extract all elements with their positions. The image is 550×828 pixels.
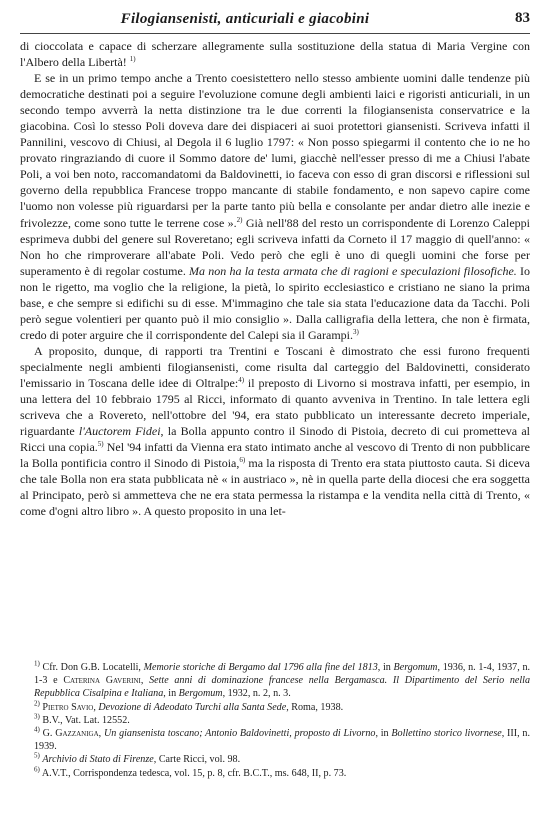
paragraph-3	[20, 343, 530, 520]
footnote-journal: Bergomum	[178, 688, 223, 700]
header-rule	[20, 33, 530, 34]
footnote-number: 2)	[34, 699, 40, 708]
footnote-number: 6)	[34, 765, 40, 774]
footnote-text: , in	[375, 728, 392, 740]
footnote-4	[20, 727, 530, 753]
footnote-text: Cfr. Don G.B. Locatelli,	[42, 662, 144, 673]
paragraph-text: A proposito, dunque, di rapporti tra Trentini e Toscani è dimostrato che essi furono frequenti specialmente negli ambienti filogiansenisti, come risulta dal carteggio del Baldovinetti, considerato l'emissario in Toscana delle idee di Oltralpe:	[20, 343, 530, 390]
footnote-journal: Bergomum	[393, 662, 438, 673]
paragraph-text: il preposto di Livorno si mostrava infatti, per esempio, in una lettera del 10 febbraio 1795 al Ricci, informato di quanto avveniva in Trentino. In tale lettera egli scriveva che a Rovereto, nell'ottobre del '94, era stato pubblicato un interessante decreto imperiale, riguardante	[20, 375, 530, 439]
footnote-number: 1)	[34, 659, 40, 668]
paragraph-text: Nel '94 infatti da Vienna era stato intimato anche al vescovo di Trento di non pubblicare la Bolla pontificia contro il Sinodo di Pistoia,	[20, 440, 530, 471]
paragraph-1	[20, 38, 530, 70]
footnote-2	[20, 701, 530, 714]
italic-quote: Ma non ha la testa armata che di ragioni e speculazioni filosofiche.	[189, 263, 517, 278]
footnote-6	[20, 767, 530, 780]
footnote-author: Caterina Gaverini	[63, 675, 141, 687]
main-text	[20, 38, 530, 519]
footnote-author: Pietro Savio	[42, 701, 94, 713]
footnote-text: , III, n. 1939.	[34, 728, 530, 753]
paragraph-text: Già nell'88 del resto un corrispondente di Lorenzo Caleppi esprimeva dubbi del genere sul Roveretano; egli scriveva infatti da Corneto il 17 maggio di quell'anno: « Non ho che rimproverare all'abate Poli. Vedo però che egli è uno di quegli uomini che forse per superamento è di regolar costume.	[20, 215, 530, 278]
running-title: Filogiansenisti, anticuriali e giacobini	[120, 11, 370, 27]
footnote-text: , in	[377, 662, 394, 673]
italic-title: l'Auctorem Fidei	[78, 424, 161, 439]
paragraph-text: E se in un primo tempo anche a Trento coesistettero nello stesso ambiente uomini dalle tendenze più democratiche destinati poi a seguire l'evoluzione comune degli ambienti laici e rigoristi anticuriali, in un secondo tempo avverrà la netta distinzione tra le due correnti la filogiansenista conservatrice e la giacobina. Così lo stesso Poli doveva dare dei dispiaceri ai suoi protettori giansenisti. Scriveva infatti il Pannilini, vescovo di Chiusi, al Degola il 6 luglio 1797: « Non posso spiegarmi il contento che io ne ho provato ringraziando di cuore il Sommo datore de' lumi, giacchè nell'esser presso di me a Chiusi l'abate Poli, a voi ben noto, raccomandatomi da Baldovinetti, io faceva con esso di gran discorsi e riflessioni sul governo della repubblica Francese troppo mancante di stabile fondamento, e non sapevo capire come l'uomo non volesse più riguardarsi per la parte tanto più bella e consolante per andar dietro alle inezie e frivolezze, come sono tutte le terrene cose ».	[20, 71, 530, 230]
footnote-text: A.V.T., Corrispondenza tedesca, vol. 15, p. 8, cfr. B.C.T., ms. 648, II, p. 73.	[41, 767, 347, 779]
footnotes	[20, 659, 530, 780]
paragraph-text: Io non le rigetto, ma voglio che la religione, la pietà, lo spirito ecclesiastico e cristiano ne siano la prima base, e che sempre si edifichi su di esse. M'immagino che tale sia stata l'educazione data da Tacchi. Poli però segue volentieri per quanto può il mio consiglio ». Dalla calligrafia della lettera, che non è firmata, credo di poter arguire che il corrispondente del Calepi sia il Garampi.	[20, 263, 530, 342]
footnote-text: , 1932, n. 2, n. 3.	[222, 688, 291, 700]
footnote-3	[20, 714, 530, 727]
footnote-text: ,	[98, 728, 104, 740]
paragraph-text: , la Bolla appunto contro il Sinodo di Pistoia, decreto di cui prometteva al Ricci una copia.	[20, 424, 530, 455]
footnote-ref: 4)	[238, 375, 245, 384]
footnote-text: B.V., Vat. Lat. 12552.	[42, 714, 130, 726]
footnote-number: 4)	[34, 725, 40, 734]
footnote-ref: 1)	[129, 55, 136, 64]
footnote-text: , Roma, 1938.	[286, 701, 344, 713]
footnote-title: Devozione di Adeodato Turchi alla Santa Sede	[98, 701, 287, 713]
footnote-text: ,	[140, 675, 150, 687]
footnote-title: Sette anni di dominazione francese nella Bergamasca. Il Dipartimento del Serio nella Repubblica Cisalpina e Italiana	[34, 675, 531, 700]
footnote-number: 5)	[34, 752, 40, 761]
footnote-title: Un giansenista toscano; Antonio Baldovinetti, proposto di Livorno	[103, 728, 376, 740]
page-number: 83	[515, 10, 530, 26]
footnote-text: , in	[163, 688, 179, 700]
footnote-ref: 2)	[236, 215, 243, 224]
page-header	[20, 7, 530, 31]
footnote-number: 3)	[34, 712, 40, 721]
footnote-5	[20, 753, 530, 766]
footnote-title: Memorie storiche di Bergamo dal 1796 alla fine del 1813	[143, 662, 378, 673]
footnote-text: , 1936, n. 1-4, 1937, n. 1-3 e	[34, 662, 531, 687]
footnote-text: ,	[93, 701, 99, 713]
footnote-text: , Carte Ricci, vol. 98.	[153, 754, 241, 766]
footnote-ref: 6)	[239, 456, 246, 465]
footnote-journal: Bollettino storico livornese	[391, 728, 502, 740]
paragraph-text: ma la risposta di Trento era stata piuttosto cauta. Si diceva che tale Bolla non era stata pubblicata nè « in austriaco », nè in quella parte della diocesi che era soggetta al Principato, però si ammetteva che ne era stata permessa la ristampa e la vendita nella città di Trento, « come d'ogni altro libro ». A questo proposito in una let-	[20, 456, 531, 519]
paragraph-2	[20, 70, 530, 343]
footnote-ref: 3)	[353, 327, 359, 336]
paragraph-text: di cioccolata e capace di scherzare allegramente sulla sostituzione della statua di Maria Vergine con l'Albero della Libertà!	[20, 39, 530, 70]
footnote-archive: Archivio di Stato di Firenze	[42, 754, 154, 766]
footnote-1	[20, 661, 530, 701]
footnote-ref: 5)	[97, 440, 104, 449]
footnote-author: G. Gazzaniga	[42, 728, 99, 740]
